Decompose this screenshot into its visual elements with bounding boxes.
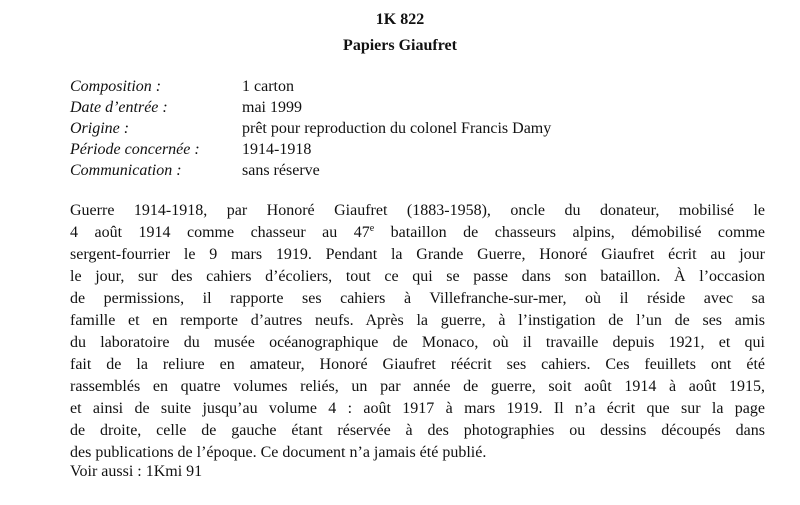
description-line: sergent-fourrier le 9 mars 1919. Pendant la Grande Guerre, Honoré Giaufret écrit au jour xyxy=(70,246,765,263)
metadata-row-origine xyxy=(70,118,551,139)
description-line: des publications de l’époque. Ce document n’a jamais été publié. xyxy=(70,444,487,461)
description-line: du laboratoire du musée océanographique de Monaco, où il travaille depuis 1921, et qui xyxy=(70,334,765,351)
metadata-row-communication xyxy=(70,160,551,181)
description-paragraph xyxy=(70,200,765,464)
description-line: fait de la reliure en amateur, Honoré Giaufret réécrit ses cahiers. Ces feuillets ont été xyxy=(70,356,765,373)
description-line: de permissions, il rapporte ses cahiers à Villefranche-sur-mer, où il réside avec sa xyxy=(70,290,765,307)
description-line: famille et en remporte d’autres neufs. Après la guerre, à l’instigation de l’un de ses amis xyxy=(70,312,765,329)
metadata-row-periode xyxy=(70,139,551,160)
metadata-value: 1 carton xyxy=(242,78,294,95)
description-text: 4 août 1914 comme chasseur au 47 xyxy=(70,224,370,241)
see-also-reference: Voir aussi : 1Kmi 91 xyxy=(70,463,203,480)
metadata-row-date-entree xyxy=(70,97,551,118)
metadata-row-composition xyxy=(70,76,551,97)
metadata-label: Origine : xyxy=(70,120,130,137)
description-line: de droite, celle de gauche étant réservée à des photographies ou dessins découpés dans xyxy=(70,422,765,439)
description-line xyxy=(70,222,765,244)
description-line: le jour, sur des cahiers d’écoliers, tout ce qui se passe dans son bataillon. À l’occasion xyxy=(70,268,765,285)
metadata-label: Communication : xyxy=(70,162,182,179)
document-title: Papiers Giaufret xyxy=(343,37,457,54)
metadata-value: mai 1999 xyxy=(242,99,302,116)
description-text: bataillon de chasseurs alpins, démobilisé comme xyxy=(374,224,766,241)
metadata-value: sans réserve xyxy=(242,162,320,179)
description-line: rassemblés en quatre volumes reliés, un par année de guerre, soit août 1914 à août 1915, xyxy=(70,378,765,395)
description-line: Guerre 1914-1918, par Honoré Giaufret (1883-1958), oncle du donateur, mobilisé le xyxy=(70,202,765,219)
metadata-label: Date d’entrée : xyxy=(70,99,168,116)
ordinal-superscript: e xyxy=(369,223,375,234)
metadata-value: prêt pour reproduction du colonel Francis Damy xyxy=(242,120,552,137)
metadata-table xyxy=(70,76,551,181)
metadata-label: Composition : xyxy=(70,78,162,95)
metadata-value: 1914-1918 xyxy=(242,141,312,158)
description-line: et ainsi de suite jusqu’au volume 4 : août 1917 à mars 1919. Il n’a écrit que sur la page xyxy=(70,400,765,417)
document-reference: 1K 822 xyxy=(375,11,425,28)
metadata-label: Période concernée : xyxy=(70,141,200,158)
